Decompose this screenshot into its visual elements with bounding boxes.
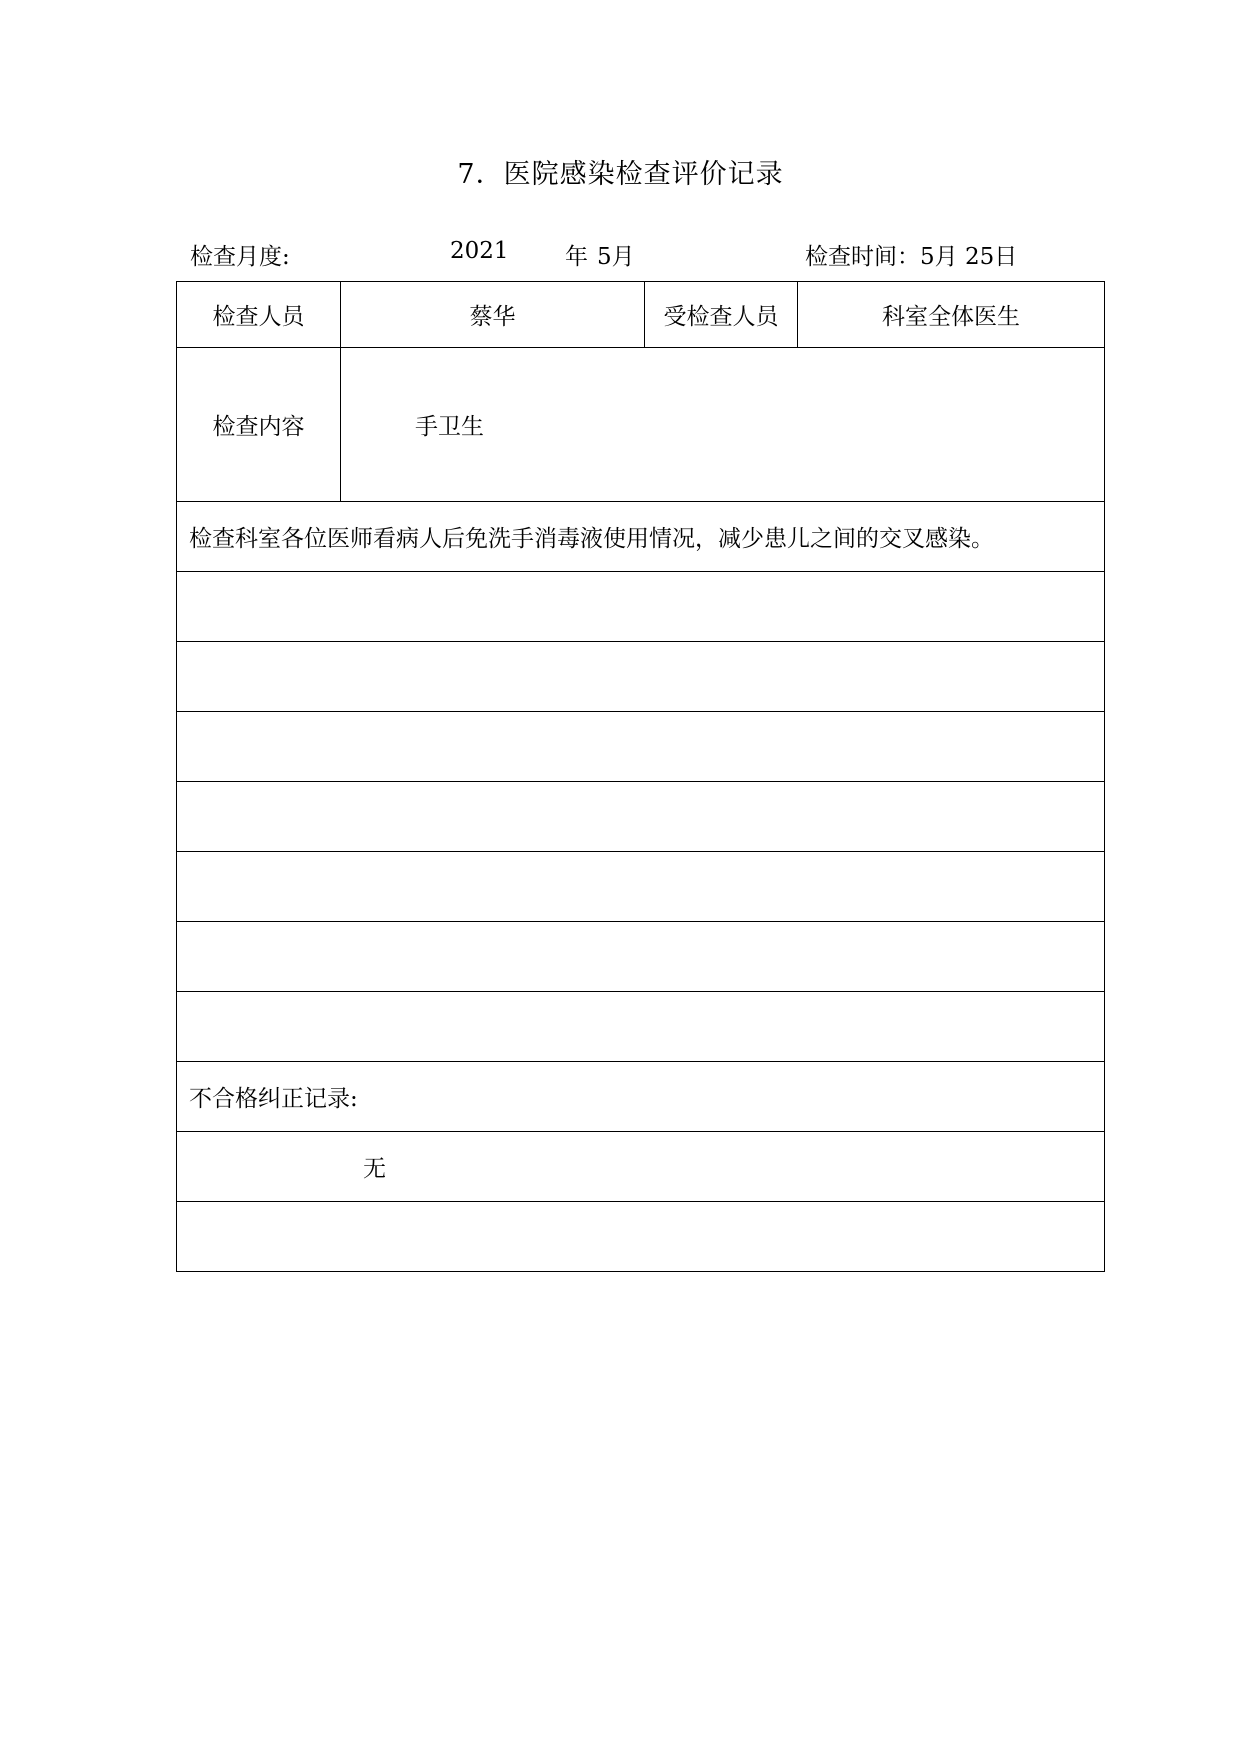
blank-cell — [177, 572, 1105, 642]
blank-row — [177, 572, 1105, 642]
content-label: 检查内容 — [177, 348, 341, 502]
inspection-record-table — [176, 281, 1105, 1272]
table-row — [177, 1132, 1105, 1202]
blank-cell — [177, 852, 1105, 922]
blank-row — [177, 712, 1105, 782]
inspection-year: 2021 — [450, 238, 509, 264]
inspected-value: 科室全体医生 — [798, 282, 1105, 348]
correction-value: 无 — [177, 1132, 1105, 1202]
inspection-month: 5月 — [597, 244, 635, 270]
blank-row — [177, 1202, 1105, 1272]
blank-row — [177, 922, 1105, 992]
blank-cell — [177, 922, 1105, 992]
blank-row — [177, 992, 1105, 1062]
inspection-month-label: 检查月度: — [190, 244, 290, 270]
blank-cell — [177, 642, 1105, 712]
document-title: 7．医院感染检查评价记录 — [457, 159, 784, 190]
blank-cell — [177, 712, 1105, 782]
inspector-value: 蔡华 — [341, 282, 645, 348]
blank-row — [177, 642, 1105, 712]
content-value: 手卫生 — [341, 348, 1105, 502]
inspector-label: 检查人员 — [177, 282, 341, 348]
blank-cell — [177, 992, 1105, 1062]
inspection-time: 检查时间：5月 25日 — [805, 244, 1018, 270]
table-row — [177, 502, 1105, 572]
correction-label: 不合格纠正记录: — [177, 1062, 1105, 1132]
blank-row — [177, 782, 1105, 852]
table-row — [177, 282, 1105, 348]
blank-cell — [177, 782, 1105, 852]
table-row — [177, 1062, 1105, 1132]
year-char: 年 — [565, 244, 588, 270]
description-text: 检查科室各位医师看病人后免洗手消毒液使用情况，减少患儿之间的交叉感染。 — [177, 502, 1105, 572]
table-row — [177, 348, 1105, 502]
blank-row — [177, 852, 1105, 922]
inspected-label: 受检查人员 — [645, 282, 798, 348]
blank-cell — [177, 1202, 1105, 1272]
